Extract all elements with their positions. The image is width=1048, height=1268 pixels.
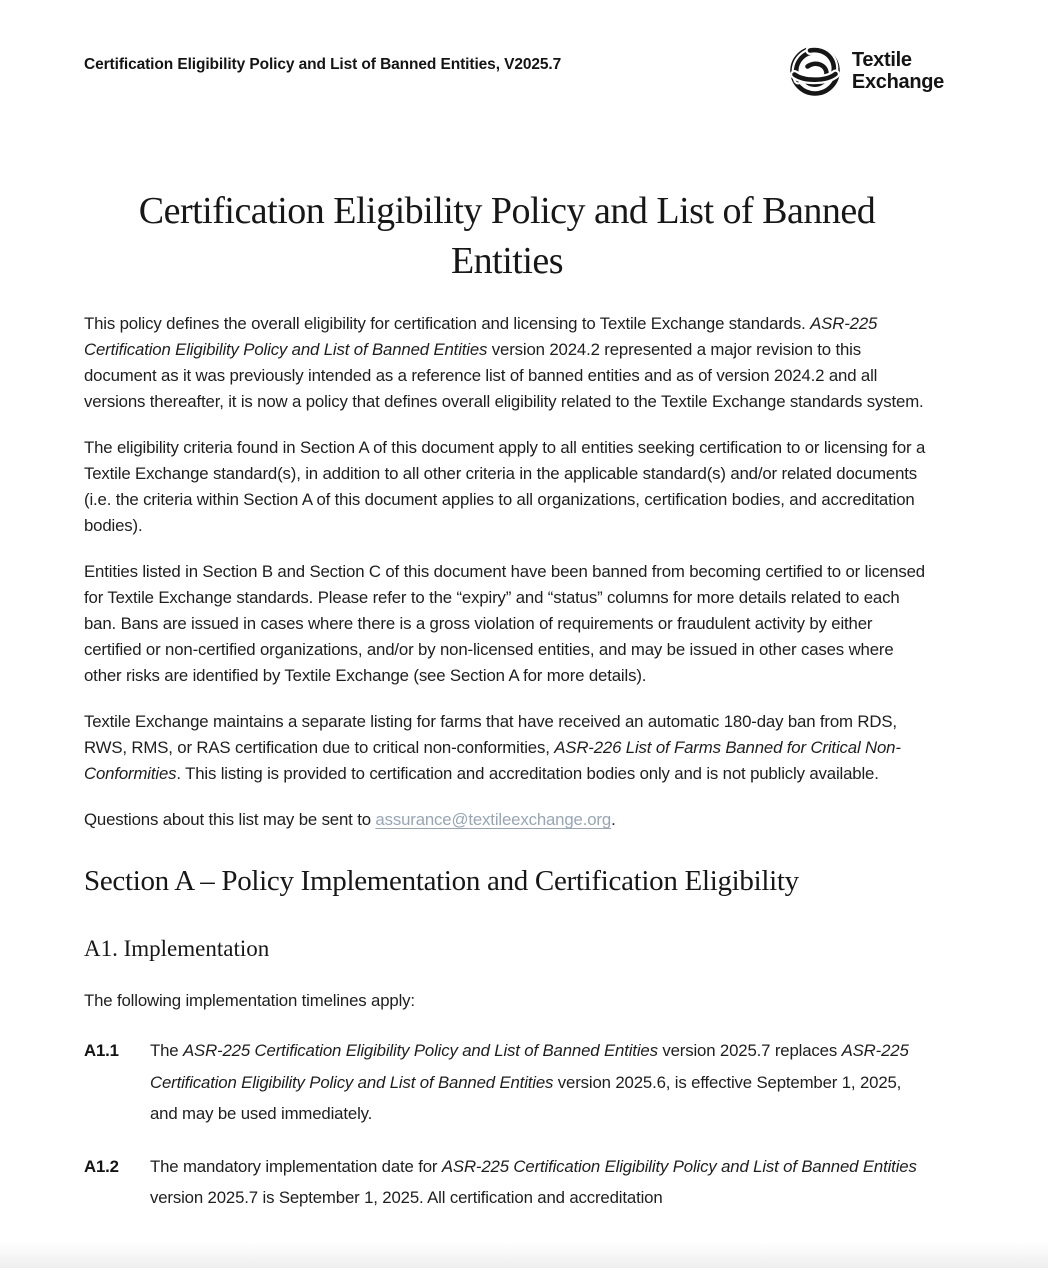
paragraph-text: Textile Exchange maintains a separate listing for farms that have received an automatic 180-day ban from RDS, RWS, RMS, or RAS certification due to critical non-conformities, — [84, 712, 897, 758]
document-reference-title: Certification Eligibility Policy and List of Banned Entities, V2025.7 — [84, 56, 562, 73]
section-a1-heading: A1. Implementation — [84, 936, 270, 962]
textile-exchange-brand — [788, 44, 944, 98]
italic-document-reference: ASR-225 Certification Eligibility Policy and List of Banned Entities — [150, 1041, 909, 1092]
clause-a1-1 — [84, 1035, 930, 1130]
page-title — [84, 186, 930, 286]
paragraph-text: Entities listed in Section B and Section C of this document have been banned from becoming certified to or licensed for Textile Exchange standards. Please refer to the “expiry” and “status” columns for more details related to each ban. Bans are issued in cases where there is a gross violation of requirements or fraudulent activity by either certified or non-certified organizations, and/or by non-licensed entities, and may be issued in other cases where other risks are identified by Textile Exchange (see Section A for more details). — [84, 562, 925, 686]
intro-paragraph-1 — [84, 311, 930, 415]
paragraph-text: The eligibility criteria found in Section A of this document apply to all entities seeking certification to or licensing for a Textile Exchange standard(s), in addition to all other criteria in the applicable standard(s) and/or related documents (i.e. the criteria within Section A of this document applies to all organizations, certification bodies, and accreditation bodies). — [84, 438, 926, 536]
wordmark-line-1: Textile — [851, 49, 912, 71]
intro-paragraph-3 — [84, 559, 930, 689]
paragraph-text: This policy defines the overall eligibility for certification and licensing to Textile Exchange standards. — [84, 314, 811, 334]
a1-intro-line — [84, 988, 930, 1014]
clause-body — [150, 1035, 930, 1130]
textile-exchange-logo-icon — [788, 44, 842, 98]
italic-document-reference: ASR-225 Certification Eligibility Policy and List of Banned Entities — [441, 1156, 917, 1176]
clause-number: A1.1 — [84, 1041, 119, 1061]
questions-line — [84, 807, 930, 833]
questions-text-suffix: . — [611, 810, 616, 830]
intro-paragraph-4 — [84, 709, 930, 787]
paragraph-text: version 2024.2 represented a major revision to this document as it was previously intended as a reference list of banned entities and as of version 2024.2 and all versions thereafter, it is now a policy that defines overall eligibility related to the Textile Exchange standards system. — [84, 340, 924, 412]
italic-document-reference: ASR-225 Certification Eligibility Policy and List of Banned Entities — [182, 1041, 658, 1061]
paragraph-text: . This listing is provided to certification and accreditation bodies only and is not publicly available. — [176, 764, 879, 784]
italic-document-reference: ASR-226 List of Farms Banned for Critical Non-Conformities — [84, 738, 901, 784]
paragraph-text: The following implementation timelines apply: — [84, 991, 415, 1011]
clause-run: version 2025.6, is effective September 1, 2025, and may be used immediately. — [150, 1072, 902, 1124]
clause-run: The mandatory implementation date for — [150, 1156, 442, 1176]
clause-body — [150, 1151, 930, 1214]
questions-text: Questions about this list may be sent to — [84, 810, 376, 830]
document-header — [84, 44, 944, 102]
page-bottom-edge — [0, 1242, 1048, 1268]
clause-run: The — [150, 1041, 183, 1061]
email-link[interactable]: assurance@textileexchange.org — [375, 810, 612, 830]
clause-run: version 2025.7 is September 1, 2025. All certification and accreditation — [150, 1188, 663, 1208]
wordmark-line-2: Exchange — [851, 71, 944, 93]
clause-a1-2 — [84, 1151, 930, 1214]
italic-document-reference: ASR-225 Certification Eligibility Policy and List of Banned Entities — [84, 314, 878, 360]
page-title-line-2: Entities — [450, 240, 564, 282]
page-title-line-1: Certification Eligibility Policy and List of Banned — [138, 190, 876, 232]
intro-paragraph-2 — [84, 435, 930, 539]
clause-number: A1.2 — [84, 1156, 119, 1176]
textile-exchange-wordmark — [852, 49, 944, 93]
clause-run: version 2025.7 replaces — [657, 1041, 842, 1061]
section-a-heading: Section A – Policy Implementation and Certification Eligibility — [84, 865, 799, 898]
